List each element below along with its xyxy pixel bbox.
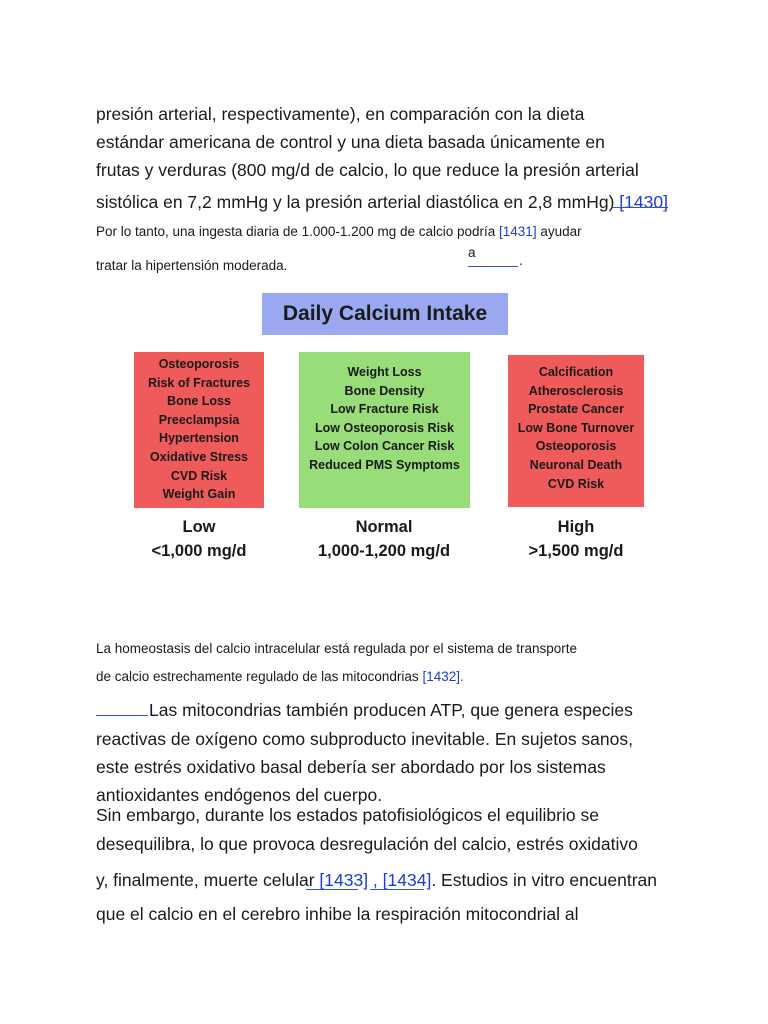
- category-name: Low: [182, 518, 216, 536]
- low-item: Risk of Fractures: [147, 375, 251, 390]
- low-intake-box: [134, 352, 264, 508]
- text-line: [96, 870, 657, 891]
- category-range: 1,000-1,200 mg/d: [317, 542, 451, 560]
- text-line: que el calcio en el cerebro inhibe la respiración mitocondrial al: [96, 904, 579, 924]
- text-line: reactivas de oxígeno como subproducto inevitable. En sujetos sanos,: [96, 729, 633, 749]
- period-mark: .: [519, 253, 523, 268]
- category-range: >1,500 mg/d: [528, 542, 624, 560]
- text-line: [96, 224, 582, 239]
- category-range: <1,000 mg/d: [151, 542, 247, 560]
- citation-link-1431[interactable]: [1431]: [499, 224, 537, 239]
- text-segment: y, finalmente, muerte celular: [96, 870, 315, 890]
- low-item: Oxidative Stress: [150, 449, 248, 464]
- text-line: este estrés oxidativo basal debería ser abordado por los sistemas: [96, 757, 606, 777]
- text-line: tratar la hipertensión moderada.: [96, 258, 288, 273]
- high-item: Calcification: [538, 365, 614, 379]
- normal-item: Bone Density: [344, 383, 425, 398]
- high-item: Prostate Cancer: [528, 402, 624, 417]
- low-item: CVD Risk: [170, 468, 228, 483]
- normal-item: Low Fracture Risk: [330, 402, 439, 417]
- high-category-label: [501, 515, 651, 563]
- high-item: Atherosclerosis: [528, 383, 624, 398]
- low-item: Weight Gain: [162, 487, 236, 502]
- normal-item: Low Osteoporosis Risk: [315, 420, 454, 435]
- low-category-label: [124, 515, 274, 563]
- normal-item: Reduced PMS Symptoms: [309, 457, 460, 472]
- category-name: Normal: [355, 518, 413, 536]
- text-line: [96, 192, 668, 213]
- low-item: Bone Loss: [167, 394, 231, 409]
- high-item: Low Bone Turnover: [517, 420, 635, 435]
- text-segment: ayudar: [540, 224, 582, 239]
- text-segment: sistólica en 7,2 mmHg y la presión arterial diastólica en 2,8 mmHg): [96, 192, 615, 212]
- low-item: Osteoporosis: [158, 357, 240, 371]
- category-name: High: [557, 518, 595, 536]
- text-line: [96, 669, 464, 684]
- text-line: La homeostasis del calcio intracelular está regulada por el sistema de transporte: [96, 641, 578, 656]
- text-segment: de calcio estrechamente regulado de las mitocondrias: [96, 669, 419, 684]
- high-item: CVD Risk: [547, 476, 605, 491]
- citation-link-1430[interactable]: [1430]: [619, 192, 668, 212]
- high-intake-box: [508, 355, 644, 507]
- underline-mark: [468, 266, 518, 267]
- text-line: Sin embargo, durante los estados patofisiológicos el equilibrio se: [96, 805, 599, 825]
- underline-mark: [370, 889, 424, 890]
- normal-item: Weight Loss: [347, 365, 422, 379]
- normal-intake-box: [299, 352, 470, 508]
- underline-mark: [612, 207, 668, 208]
- high-item: Osteoporosis: [535, 439, 617, 454]
- normal-item: Low Colon Cancer Risk: [314, 439, 455, 454]
- normal-category-label: [294, 515, 474, 563]
- low-item: Preeclampsia: [158, 412, 240, 427]
- text-line: frutas y verduras (800 mg/d de calcio, lo que reduce la presión arterial: [96, 160, 639, 180]
- figure-title: Daily Calcium Intake: [262, 293, 508, 335]
- low-item: Hypertension: [159, 431, 239, 446]
- text-segment: Por lo tanto, una ingesta diaria de 1.000-1.200 mg de calcio podría: [96, 224, 496, 239]
- text-line: antioxidantes endógenos del cuerpo.: [96, 785, 383, 805]
- text-line: desequilibra, lo que provoca desregulación del calcio, estrés oxidativo: [96, 834, 638, 854]
- text-line: presión arterial, respectivamente), en comparación con la dieta: [96, 104, 585, 124]
- text-line: Las mitocondrias también producen ATP, que genera especies: [149, 700, 633, 720]
- high-item: Neuronal Death: [529, 457, 623, 472]
- citation-link-1432[interactable]: [1432].: [422, 669, 464, 684]
- underline-mark: [96, 715, 148, 716]
- text-line: estándar americana de control y una dieta basada únicamente en: [96, 132, 605, 152]
- text-segment: . Estudios in vitro encuentran: [431, 870, 657, 890]
- citation-link-1433-1434[interactable]: [1433] , [1434]: [319, 870, 432, 890]
- underline-mark: [306, 889, 358, 890]
- floating-letter: a: [468, 245, 476, 260]
